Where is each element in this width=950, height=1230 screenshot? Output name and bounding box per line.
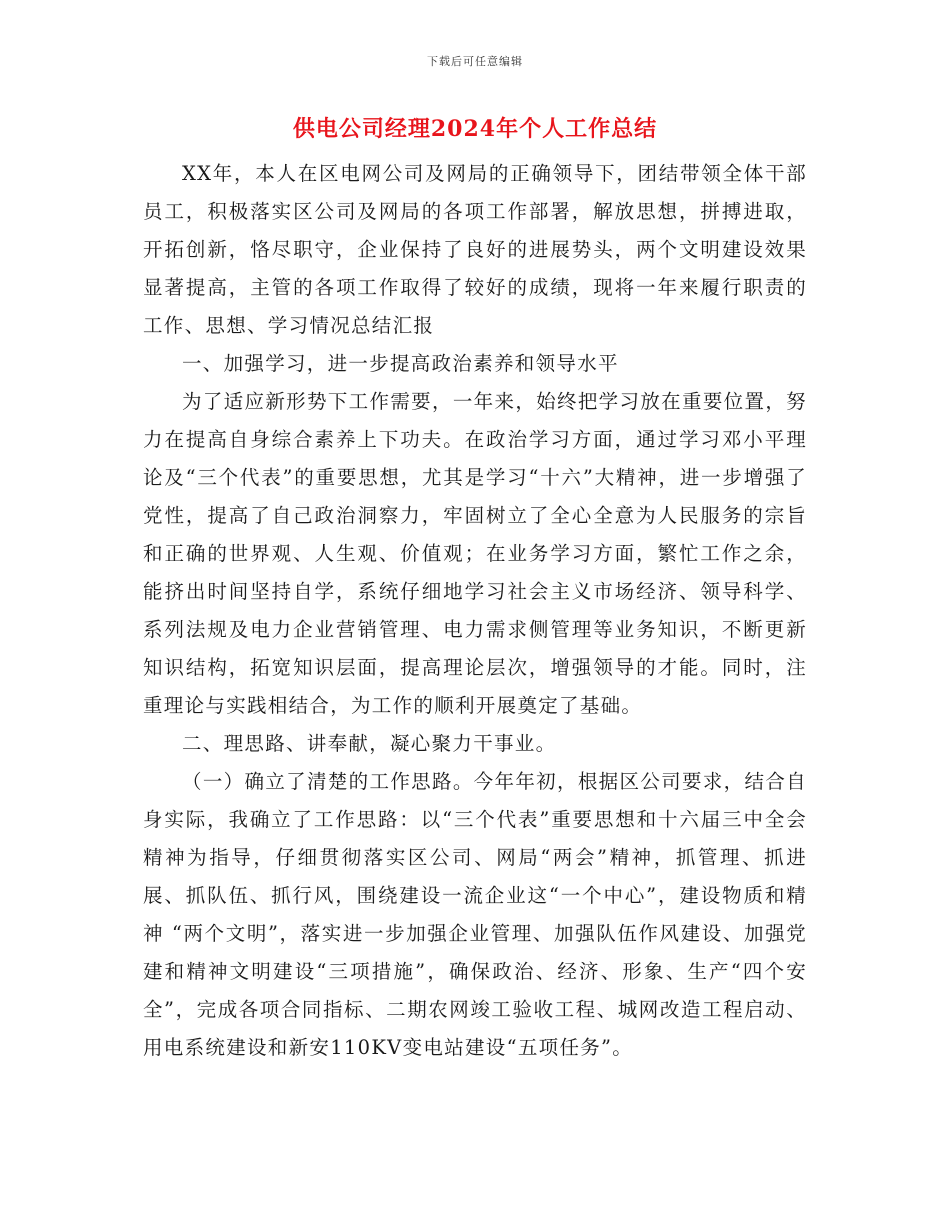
- paragraph-work-plan: （一）确立了清楚的工作思路。今年年初，根据区公司要求，结合自身实际，我确立了工作思路：以“三个代表”重要思想和十六届三中全会精神为指导，仔细贯彻落实区公司、网局“两会”精神，抓管理、抓进展、抓队伍、抓行风，围绕建设一流企业这“一个中心”，建设物质和精神 “两个文明”，落实进一步加强企业管理、加强队伍作风建设、加强党建和精神文明建设“三项措施”，确保政治、经济、形象、生产“四个安全”，完成各项合同指标、二期农网竣工验收工程、城网改造工程启动、用电系统建设和新安110KV变电站建设“五项任务”。: [143, 770, 807, 1059]
- document-title: 供电公司经理2024年个人工作总结: [292, 116, 658, 142]
- paragraph-study: 为了适应新形势下工作需要，一年来，始终把学习放在重要位置，努力在提高自身综合素养上下功夫。在政治学习方面，通过学习邓小平理论及“三个代表”的重要思想，尤其是学习“十六”大精神，进一步增强了党性，提高了自己政治洞察力，牢固树立了全心全意为人民服务的宗旨和正确的世界观、人生观、价值观；在业务学习方面，繁忙工作之余，能挤出时间坚持自学，系统仔细地学习社会主义市场经济、领导科学、系列法规及电力企业营销管理、电力需求侧管理等业务知识，不断更新知识结构，拓宽知识层面，提高理论层次，增强领导的才能。同时，注重理论与实践相结合，为工作的顺利开展奠定了基础。: [143, 390, 807, 717]
- document-body: [143, 155, 807, 1067]
- header-note: 下载后可任意编辑: [427, 55, 523, 68]
- section-heading-1: 一、加强学习，进一步提高政治素养和领导水平: [182, 352, 619, 375]
- paragraph-intro: XX年，本人在区电网公司及网局的正确领导下，团结带领全体干部员工，积极落实区公司及网局的各项工作部署，解放思想，拼搏进取，开拓创新，恪尽职守，企业保持了良好的进展势头，两个文明建设效果显著提高，主管的各项工作取得了较好的成绩，现将一年来履行职责的工作、思想、学习情况总结汇报: [143, 162, 807, 337]
- section-heading-2: 二、理思路、讲奉献，凝心聚力干事业。: [182, 732, 557, 755]
